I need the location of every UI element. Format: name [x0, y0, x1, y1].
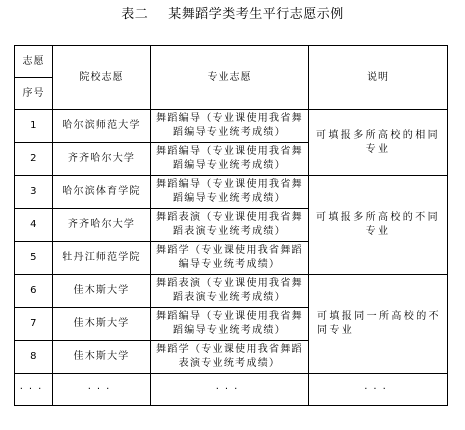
table-caption-label: 表二 [121, 7, 149, 22]
table-caption [0, 6, 465, 24]
row-major: 舞蹈表演（专业课使用我省舞蹈表演专业统考成绩） [151, 275, 309, 308]
row-school: 哈尔滨师范大学 [53, 110, 151, 143]
row-seq: 4 [15, 209, 53, 242]
row-seq: 8 [15, 341, 53, 374]
row-major: 舞蹈编导（专业课使用我省舞蹈编导专业统考成绩） [151, 110, 309, 143]
row-seq: 7 [15, 308, 53, 341]
row-major: 舞蹈编导（专业课使用我省舞蹈编导专业统考成绩） [151, 308, 309, 341]
row-school: 佳木斯大学 [53, 341, 151, 374]
row-major: 舞蹈学（专业课使用我省舞蹈表演专业统考成绩） [151, 341, 309, 374]
ellipsis-seq: ··· [15, 374, 53, 406]
row-seq: 1 [15, 110, 53, 143]
ellipsis-major: ··· [151, 374, 309, 406]
header-row-top [15, 46, 448, 78]
row-major: 舞蹈学（专业课使用我省舞蹈编导专业统考成绩） [151, 242, 309, 275]
note-same-major: 可填报多所高校的相同专业 [309, 110, 448, 176]
volunteer-table [14, 45, 448, 406]
ellipsis-row [15, 374, 448, 406]
table-row [15, 110, 448, 143]
row-school: 齐齐哈尔大学 [53, 209, 151, 242]
row-seq: 5 [15, 242, 53, 275]
header-seq-top: 志愿 [15, 46, 53, 78]
table-row [15, 275, 448, 308]
row-school: 牡丹江师范学院 [53, 242, 151, 275]
table-row [15, 176, 448, 209]
row-school: 佳木斯大学 [53, 275, 151, 308]
header-note: 说明 [309, 46, 448, 110]
table-caption-text: 某舞蹈学类考生平行志愿示例 [168, 7, 344, 22]
ellipsis-school: ··· [53, 374, 151, 406]
header-major: 专业志愿 [151, 46, 309, 110]
header-seq-bottom: 序号 [15, 78, 53, 110]
row-seq: 2 [15, 143, 53, 176]
row-seq: 3 [15, 176, 53, 209]
note-different-majors-multi-school: 可填报多所高校的不同专业 [309, 176, 448, 275]
row-school: 齐齐哈尔大学 [53, 143, 151, 176]
table-header [15, 46, 448, 110]
row-major: 舞蹈编导（专业课使用我省舞蹈编导专业统考成绩） [151, 176, 309, 209]
ellipsis-note: ··· [309, 374, 448, 406]
note-different-majors-same-school: 可填报同一所高校的不同专业 [309, 275, 448, 374]
row-school: 哈尔滨体育学院 [53, 176, 151, 209]
table-body [15, 110, 448, 406]
row-school: 佳木斯大学 [53, 308, 151, 341]
row-major: 舞蹈编导（专业课使用我省舞蹈编导专业统考成绩） [151, 143, 309, 176]
header-school: 院校志愿 [53, 46, 151, 110]
row-major: 舞蹈表演（专业课使用我省舞蹈表演专业统考成绩） [151, 209, 309, 242]
row-seq: 6 [15, 275, 53, 308]
